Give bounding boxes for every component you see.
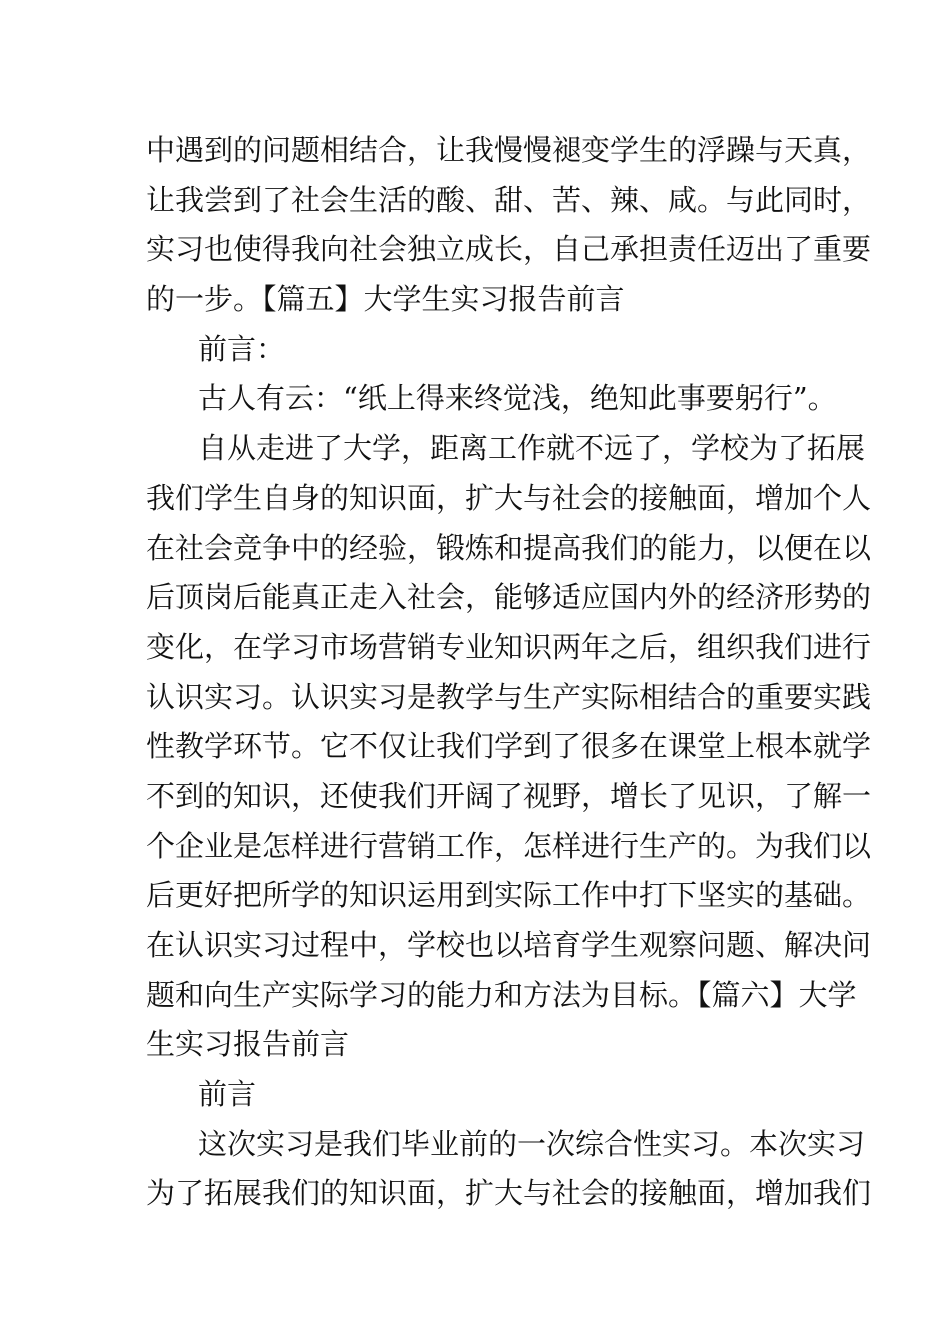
text-line: 变化，在学习市场营销专业知识两年之后，组织我们进行: [146, 629, 872, 664]
text-line: 实习也使得我向社会独立成长，自己承担责任迈出了重要: [146, 232, 872, 267]
text-line: 认识实习。认识实习是教学与生产实际相结合的重要实践: [146, 679, 872, 714]
section-heading: 前言: [198, 1077, 257, 1112]
text-line: 为了拓展我们的知识面，扩大与社会的接触面，增加我们: [146, 1176, 872, 1211]
text-line: 的一步。【篇五】大学生实习报告前言: [146, 282, 625, 317]
text-line: 性教学环节。它不仅让我们学到了很多在课堂上根本就学: [146, 729, 872, 764]
paragraph-start: 这次实习是我们毕业前的一次综合性实习。本次实习: [198, 1126, 866, 1161]
text-line: 个企业是怎样进行营销工作，怎样进行生产的。为我们以: [146, 828, 872, 863]
text-line: 生实习报告前言: [146, 1027, 350, 1062]
text-line: 在社会竞争中的经验，锻炼和提高我们的能力，以便在以: [146, 530, 872, 565]
text-line: 中遇到的问题相结合，让我慢慢褪变学生的浮躁与天真，: [146, 133, 872, 167]
section-heading: 前言：: [198, 331, 286, 366]
text-line: 让我尝到了社会生活的酸、甜、苦、辣、咸。与此同时，: [146, 182, 872, 217]
text-line: 后更好把所学的知识运用到实际工作中打下坚实的基础。: [146, 878, 872, 913]
quote-line: 古人有云：“纸上得来终觉浅，绝知此事要躬行”。: [198, 381, 837, 416]
paragraph-start: 自从走进了大学，距离工作就不远了，学校为了拓展: [198, 431, 866, 466]
text-line: 题和向生产实际学习的能力和方法为目标。【篇六】大学: [146, 977, 857, 1012]
text-line: 不到的知识，还使我们开阔了视野，增长了见识，了解一: [146, 778, 872, 813]
text-line: 我们学生自身的知识面，扩大与社会的接触面，增加个人: [146, 480, 872, 515]
text-line: 后顶岗后能真正走入社会，能够适应国内外的经济形势的: [146, 580, 872, 615]
document-body: [146, 126, 872, 1219]
text-line: 在认识实习过程中，学校也以培育学生观察问题、解决问: [146, 928, 872, 962]
